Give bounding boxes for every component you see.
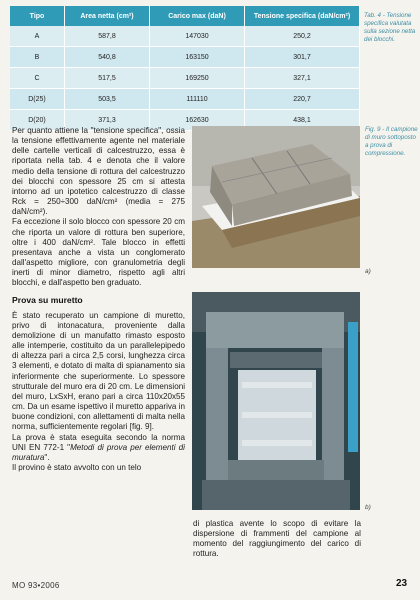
table-cell: 517,5	[65, 68, 150, 89]
table-cell: B	[10, 47, 65, 68]
paragraph-norma	[12, 433, 185, 463]
table-cell: 220,7	[245, 89, 360, 110]
table-cell: 162630	[150, 110, 245, 131]
header-carico: Carico max (daN)	[150, 6, 245, 26]
table-cell: 540,8	[65, 47, 150, 68]
wall-sample-illustration	[192, 126, 360, 268]
table-row	[10, 26, 360, 47]
footer-issue: MO 93•2006	[12, 581, 60, 590]
table-cell: 111110	[150, 89, 245, 110]
paragraph-muretto: È stato recuperato un campione di muretto, privo di intonacatura, proveniente dalla demolizione di un manufatto rimasto esposto alle intemperie, costituito da un parallelepipedo di altezza pari a circa 2,5 corsi, lunghezza circa 3 elementi, e dotato di malta di spianamento sia inferiormente che superiormente. Lo spessore strutturale del muro era di 20 cm. Le dimensioni del muro, LxSxH, erano pari a circa 110x20x55 cm. Da un esame ispettivo il muretto appariva in buone condizioni, con allettamenti di malta nella norma, sufficientemente regolari [fig. 9].	[12, 310, 185, 432]
paragraph-eccezione: Fa eccezione il solo blocco con spessore 20 cm che riporta un valore di rottura ben superiore, oltre i 400 daN/cm². Tale blocco in effetti presentava anche a vista un conglomerato dall'aspetto migliore, con granulometria degli inerti di minor diametro, rispetto agli altri blocchi, e dall'aspetto ben graduato.	[12, 217, 185, 288]
table-cell: 301,7	[245, 47, 360, 68]
paragraph-tensione: Per quanto attiene la "tensione specifica", ossia la tensione effettivamente agente nel materiale delle cartelle verticali di calcestruzzo, essa è riportata nella tab. 4 e denota che il valore medio della tensione di rottura del calcestruzzo dei blocchi con spessore 25 cm si attesta intorno ad un ipotetico calcestruzzo di classe Rck = 250÷300 daN/cm² (media = 275 daN/cm²).	[12, 126, 185, 217]
table-body	[10, 26, 360, 131]
table-row	[10, 47, 360, 68]
page-number: 23	[396, 578, 408, 589]
text-column-left	[12, 126, 185, 473]
table-header-row	[10, 6, 360, 26]
photo-wall-sample	[192, 126, 360, 268]
text-column-right	[193, 519, 361, 560]
table-cell: 587,8	[65, 26, 150, 47]
table-row	[10, 68, 360, 89]
photo-compression-test	[192, 292, 360, 510]
header-tensione: Tensione specifica (daN/cm²)	[245, 6, 360, 26]
table-cell: 327,1	[245, 68, 360, 89]
paragraph-provino: Il provino è stato avvolto con un telo	[12, 463, 142, 472]
compression-press-illustration	[192, 292, 360, 510]
table-cell: 169250	[150, 68, 245, 89]
table-cell: 503,5	[65, 89, 150, 110]
norma-end: ".	[44, 452, 50, 462]
table-cell: 438,1	[245, 110, 360, 131]
table-cell: D(25)	[10, 89, 65, 110]
paragraph-continuation: di plastica avente lo scopo di evitare la dispersione di frammenti del campione al momento del raggiungimento del carico di rottura.	[193, 519, 361, 559]
table-caption: Tab. 4 - Tensione specifica valutata sulla sezione netta dei blocchi.	[364, 12, 416, 43]
figure-caption: Fig. 9 - Il campione di muro sottoposto a prova di compressione.	[365, 126, 418, 157]
header-area: Area netta (cm²)	[65, 6, 150, 26]
table-cell: 250,2	[245, 26, 360, 47]
header-tipo: Tipo	[10, 6, 65, 26]
norma-title: Metodi di prova per elementi di muratura	[12, 442, 185, 462]
table-row	[10, 89, 360, 110]
table-cell: D(20)	[10, 110, 65, 131]
photo-label-b: b)	[365, 504, 371, 511]
table-cell: 147030	[150, 26, 245, 47]
table-cell: C	[10, 68, 65, 89]
table-cell: 163150	[150, 47, 245, 68]
table-cell: 371,3	[65, 110, 150, 131]
section-heading: Prova su muretto	[12, 294, 83, 305]
table-cell: A	[10, 26, 65, 47]
photo-label-a: a)	[365, 268, 371, 275]
norma-text: La prova è stata eseguita secondo la norma UNI EN 772-1 "	[12, 432, 185, 452]
results-table	[10, 6, 360, 131]
